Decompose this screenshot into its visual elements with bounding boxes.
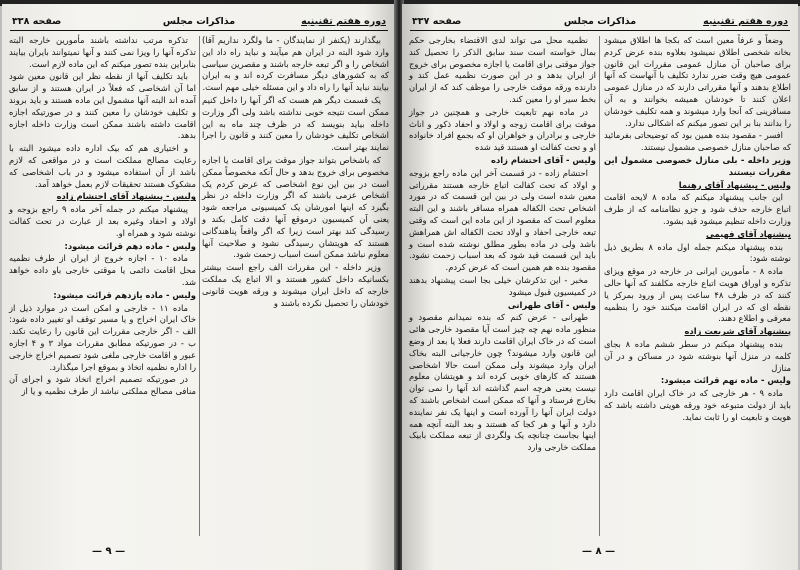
paragraph: بنده پیشنهاد میکنم در سطر ششم ماده ۸ بجای کلمه در منزل آنها بنوشته شود در مساکن و در آن منازل (604, 338, 791, 373)
left-page (2, 4, 396, 570)
paragraph: ماده ۸ - مأمورین ایرانی در خارجه در موقع ویزای تذکره و اوراق هویت اتباع خارجه مکلفند که آنها حالی کنند که در ظرف ۴۸ ساعت پس از ورود بمرکز یا نقطه ای که در ایران اقامت میکنند خود را بنظمیه معرفی و اطلاع دهند. (604, 266, 791, 324)
page-number: صفحه ۳۳۸ (12, 16, 62, 27)
page-footer-number: — ۸ — (582, 546, 616, 557)
paragraph: در صورتیکه تصمیم اخراج اتخاذ شود و اجرای آن منافی مصالح مملکتی نباشد از طرف نظمیه و یا از (9, 374, 196, 397)
paragraph: احتشام زاده - در قسمت آخر این ماده راجع بزوجه و اولاد که تحت کفالت اتباع خارجه هستند مقرراتی معین شده است ولی در بین این قسمت که در مورد اشخاص تحت الکفاله همراه مسافر باشند و این البته معلوم است که مقصود از این ماده این است که وقتی تبعه خارجی احفاد و اولاد تحت الکفاله اش همراهش باشد ولی در ماده بطور مطلق نوشته شده است و باید این قسمت قید شود که بعد اسباب زحمت نشود. مقصود بنده هم همین است که عرض کردم. (409, 167, 596, 273)
paragraph: و اختیاری هم که بیک اداره داده میشود البته با رعایت مصالح مملکت است و در مواقعی که لازم باشد از آن استفاده میشود و در باب اشخاصی که مشکوک هستند تحقیقات لازم بعمل خواهد آمد. (9, 143, 196, 189)
paragraph: این جانب پیشنهاد میکنم که ماده ۸ لایحه اقامت اتباع خارجه حذف شود و جزو نظامنامه که از طرف وزارت داخله تنظیم میشود قید بشود. (604, 192, 791, 226)
text-column-left (9, 35, 196, 399)
section-heading: ولیس - پیشنهاد آقای رهنما (678, 179, 791, 190)
text-column-right (202, 35, 389, 310)
paragraph: پیشنهاد میکنم در جمله آخر ماده ۹ راجع بزوجه و اولاد و احفاد وغیره بعد از عبارت در تحت کفالت نوشته شود و همراه او. (9, 204, 196, 238)
page-header (410, 14, 790, 31)
paragraph: در ماده نهم تابعیت خارجی و همچنین در جواز موقت برای اقامت زوجه و اولاد و احفاد ذکور و اناث خارجی و برادران و خواهران او که بجمع افراد خانواده او و تحت کفالت او هستند قید شده (409, 106, 596, 153)
speaker-line: ولیس - ماده دهم قرائت میشود: (64, 240, 196, 251)
paragraph: تذکره مرتب نداشته باشند مأمورین خارجه البته تذکره آنها را ویزا نمی کنند و آنها نمیتوانند بایران بیایند بنابراین بنده تصور میکنم که این ماده لازم است. (9, 35, 196, 69)
column-divider (199, 36, 200, 536)
session-label: دوره هفتم تقنینیه (301, 16, 386, 27)
paragraph: بنده پیشنهاد میکنم جمله اول ماده ۸ بطریق ذیل نوشته شود: (604, 241, 791, 264)
text-column-left (409, 35, 596, 455)
page-footer-number: — ۹ — (92, 546, 126, 557)
paragraph: وضعاً و عرفاً معین است که بکجا ها اطلاق میشود بخانه شخصی اطلاق نمیشود بعلاوه بنده عرض کردم برای صاحبان آن منازل عمومی مقررات این قانون عمومی هیچ وقت ضرر ندارد تکلیف با آنهاست که آنها اطلاع بدهند و آنها مقرراتی دارند که در منازل عمومی اعلان کنند تا خودشان همیشه بخوانند و به آن مسافرینی که آنجا وارد میشوند و همه تکلیف خودشان را بدانند بنا بر این تصور میکنم که اشکالی ندارد. (604, 35, 791, 128)
speaker-line: ولیس - ماده یازدهم قرائت میشود: (53, 289, 196, 300)
section-heading: ولیس - پیشنهاد آقای احتشام زاده (56, 191, 196, 202)
right-page (402, 4, 798, 570)
journal-title: مذاکرات مجلس (162, 16, 236, 27)
speaker-line: ولیس - آقای احتشام زاده (491, 154, 596, 165)
column-divider (599, 36, 600, 536)
paragraph: افسر - مقصود بنده همین بود که توضیحاتی بفرمائید که صاحبان منازل خصوصی مشمول نیستند. (604, 130, 791, 153)
session-label: دوره هفتم تقنینیه (703, 16, 788, 27)
speaker-line: ولیس - آقای طهرانی (507, 299, 596, 310)
section-heading: پیشنهاد آقای فهیمی (705, 228, 791, 239)
speaker-line: وزیر داخله - بلی منازل خصوصی مشمول این مقررات نیستند (604, 154, 791, 177)
page-number: صفحه ۳۳۷ (412, 16, 462, 27)
paragraph: بیگذارند (یکنفر از نمایندگان - ما ولگرد نداریم آقا) وارد شود البته در ایران هم میآیند و نباید راه داد این اشخاص را و اگر تبعه خارجه باشند و مقصرین سیاسی که به کشورهای دیگر مسافرت کرده اند و به ایران بیایند نباید آنها را راه داد و این مسئله خیلی مهم است. (202, 35, 389, 93)
page-header (10, 14, 388, 31)
journal-title: مذاکرات مجلس (563, 16, 637, 27)
section-heading: پیشنهاد آقای شریعت زاده (684, 326, 791, 337)
paragraph: وزیر داخله - این مقررات الف راجع است بیشتر بکسانیکه داخل کشور هستند و الا اتباع یک مملکت خارجه که داخل ایران میشوند و ورقه هویت قانونی خودشان را تحصیل نکرده باشند و (202, 262, 389, 308)
paragraph: باید تکلیف آنها از نقطه نظر این قانون معین شود اما آن اشخاصی که فعلاً در ایران هستند و از سابق آمده اند البته آنها مشمول این ماده هستند و باید بروند و تکلیف خودشان را معین کنند و در صورتیکه اجازه اقامت داشته باشند ممکن است وزارت داخله اجازه بدهد. (9, 71, 196, 141)
paragraph: نظمیه محل می تواند لدی الاقتضاء بخارجی حکم بمال خواسته است سند سابق الذکر را تحصیل کند جواز موقتی برای اقامت یا اجازه مخصوص برای خروج از ایران بدهد و در این صورت نظمیه عمل کند و دارنده ورقه موقت خارجی را موظف کند که از ایران بخط سیر او را معین کند. (409, 35, 596, 104)
paragraph: یک قسمت دیگر هم هست که اگر آنها را داخل کنیم ممکن است نتیجه خوبی نداشته باشد ولی اگر وزارت داخله بیاید بنویسد که در ظرف چند ماه به این اشخاص تکلیف خودشان را معین کنند و قانون را اجرا نمایند بهتر است. (202, 94, 389, 153)
speaker-line: ولیس - ماده نهم قرائت میشود: (660, 375, 791, 386)
paragraph: طهرانی - عرض کنم که بنده نمیدانم مقصود و منظور ماده نهم چه چیز است آیا مقصود خارجی هائی است که در خاک ایران اقامت دارند فعلا یا بعد از وضع این قانون وارد میشوند؟ چون خارجیانی البته بخاک ایران وارد میشوند ولی ممکن است حالا اشخاصی هستند که کارهای خوبی کرده اند و هویتشان معلوم نیست یعنی هرچه اسم گذاشته اند آنها را نمی توان بخارج فرستاد و آنها که ممکن است اشخاص باشند که دولت ایران آنها را آورده است و اینها یک نفر نماینده دارد و آنها و هر کجا که هستند و بعد البته آنچه همه اینها بجاست چنانچه یک ولگردی از تبعه مملکت بابیک مملکت خارجی وارد (409, 312, 596, 453)
paragraph: مخبر - این تذکرشان خیلی بجا است پیشنهاد بدهند در کمیسیون قبول میشود (409, 274, 596, 297)
paragraph: ماده ۱۰ - اجازه خروج از ایران از طرف نظمیه محل اقامت دائمی یا موقتی خارجی باو داده خواهد شد. (9, 253, 196, 287)
paragraph: ماده ۱۱ - خارجی و امکن است در موارد ذیل از خاک ایران اخراج و یا مسیر توقف او تغییر داده شود: الف - اگر خارجی مقررات این قانون را رعایت نکند. ب - در صورتیکه مطابق مقررات مواد ۳ و ۴ اجازه عبور و اقامت خارجی ملغی شود تصمیم اخراج خارجی را اداره نظمیه اتخاذ و بموقع اجرا میگذارد. (9, 302, 196, 372)
paragraph: که باشخاص بتواند جواز موقت برای اقامت یا اجازه مخصوص برای خروج بدهد و حال آنکه مخصوصاً ممکن است در بین این نوع اشخاصی که عرض کردم یک اشخاص عزمی باشند که اگر وزارت داخله در نظر بگیرد که اینها امورشان یک کمیسیونی مراجعه شود یعنی آن کمیسیون درموقع آنها دقت کامل بکند و رسیدگی کند بهتر است زیرا که اگر واقعاً پناهندگانی هستند که هویتشان رسیدگی نشود و صلاحیت آنها معلوم نباشد ممکن است اسباب زحمت شود. (202, 154, 389, 260)
paragraph: ماده ۹ - هر خارجی که در خاک ایران اقامت دارد باید از دولت متبوعه خود ورقه هویتی داشته باشد که هویت و تابعیت او را ثابت نماید. (604, 388, 791, 422)
text-column-right (604, 35, 791, 425)
